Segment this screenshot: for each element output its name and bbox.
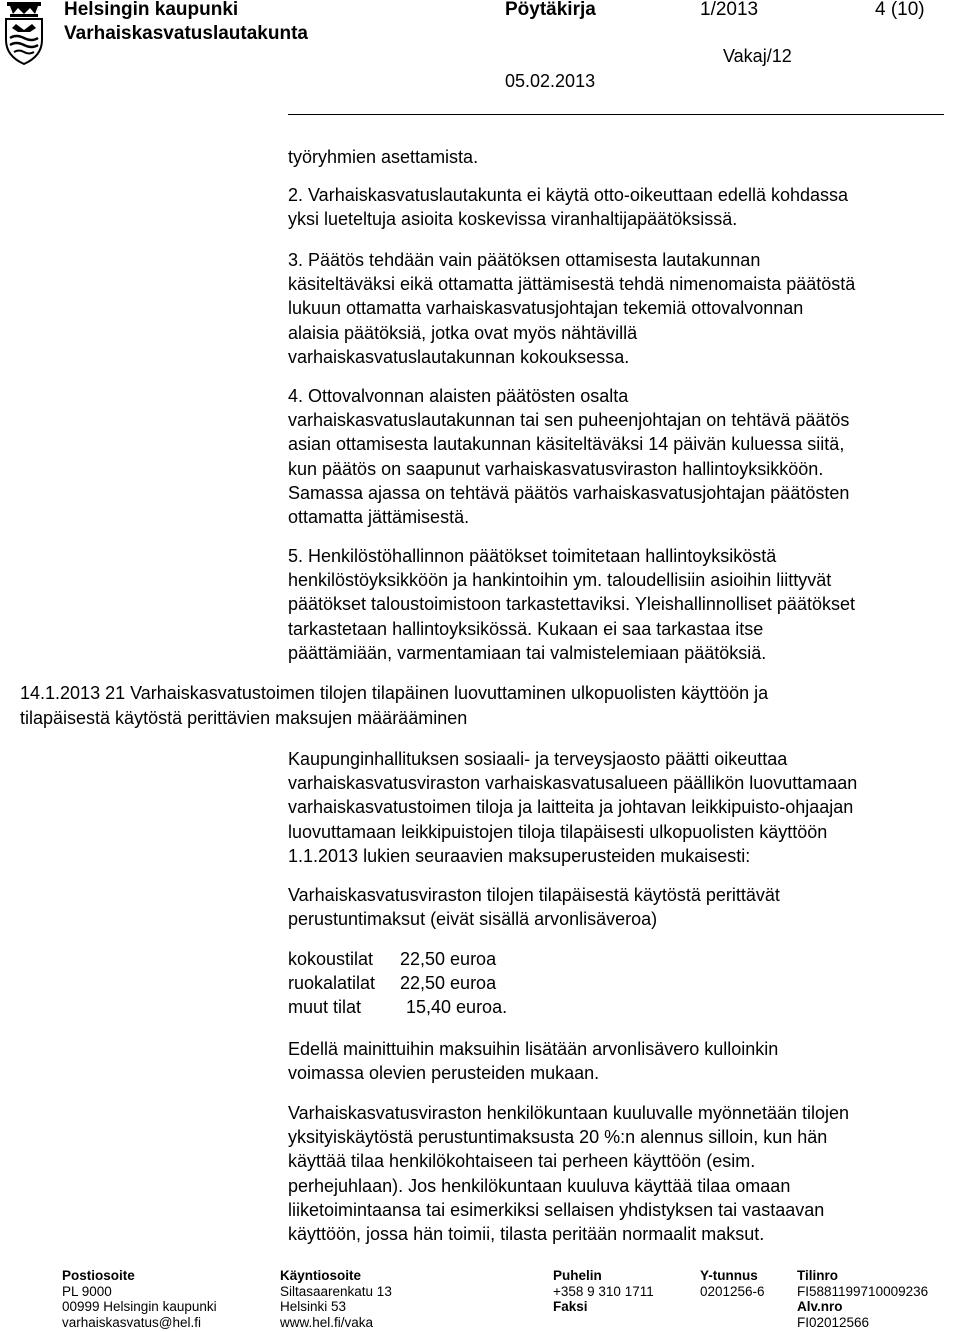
text-line: luovuttamaan leikkipuistojen tiloja tilapäisesti ulkopuolisten käyttöön bbox=[288, 821, 828, 842]
footer-phone bbox=[553, 1268, 654, 1315]
footer-business-id bbox=[700, 1268, 765, 1299]
header-section-code: Vakaj/12 bbox=[723, 46, 792, 66]
text-line: käyttää tilaa henkilökohtaiseen tai perheen käyttöön (esim. bbox=[288, 1151, 756, 1172]
text-line: Kaupunginhallituksen sosiaali- ja terveysjaosto päätti oikeuttaa bbox=[288, 749, 788, 769]
text-line: varhaiskasvatusviraston varhaiskasvatusalueen päällikön luovuttamaan bbox=[288, 773, 858, 794]
text-line: yksi lueteltuja asioita koskevissa viranhaltijapäätöksissä. bbox=[288, 209, 738, 230]
footer-label: Tilinro bbox=[797, 1268, 839, 1283]
text-line: kun päätös on saapunut varhaiskasvatusviraston hallintoyksikköön. bbox=[288, 458, 824, 479]
text-line: varhaiskasvatuslautakunnan tai sen puheenjohtajan on tehtävä päätös bbox=[288, 410, 850, 431]
footer-text: Helsinki 53 bbox=[280, 1299, 347, 1314]
text-line: yksityiskäytöstä perustuntimaksusta 20 %:n alennus silloin, kun hän bbox=[288, 1127, 828, 1148]
footer-text: FI02012566 bbox=[797, 1314, 870, 1330]
text-line: Edellä mainittuihin maksuihin lisätään arvonlisävero kulloinkin bbox=[288, 1039, 779, 1059]
price-label: muut tilat bbox=[288, 997, 362, 1018]
paragraph-item-3 bbox=[288, 248, 948, 369]
paragraph-decision bbox=[288, 747, 948, 868]
price-value: 15,40 euroa. bbox=[406, 997, 508, 1018]
footer-text: 0201256-6 bbox=[700, 1283, 765, 1299]
footer-label: Alv.nro bbox=[797, 1299, 843, 1314]
text-line: päätökset taloustoimistoon tarkastettaviksi. Yleishallinnolliset päätökset bbox=[288, 594, 855, 615]
footer-email-link[interactable]: varhaiskasvatus@hel.fi bbox=[62, 1314, 202, 1330]
heading-line: tilapäisestä käytöstä perittävien maksujen määrääminen bbox=[20, 707, 468, 728]
header-date: 05.02.2013 bbox=[505, 71, 596, 91]
header-board: Varhaiskasvatuslautakunta bbox=[64, 23, 308, 44]
text-line: 3. Päätös tehdään vain päätöksen ottamisesta lautakunnan bbox=[288, 250, 761, 270]
text-line: voimassa olevien perusteiden mukaan. bbox=[288, 1063, 600, 1084]
price-label: ruokalatilat bbox=[288, 973, 376, 994]
header-divider bbox=[288, 114, 944, 115]
text-line: henkilöstöyksikköön ja hankintoihin ym. taloudellisiin asioihin liittyvät bbox=[288, 570, 832, 591]
text-line: käsiteltäväksi eikä ottamatta jättämisestä tehdä nimenomaista päätöstä bbox=[288, 274, 856, 295]
text-line: Varhaiskasvatusviraston henkilökuntaan kuuluvalle myönnetään tilojen bbox=[288, 1103, 850, 1123]
paragraph-staff-discount bbox=[288, 1101, 948, 1246]
price-row bbox=[288, 995, 948, 1019]
header-organization: Helsingin kaupunki bbox=[64, 0, 239, 20]
paragraph-item-5 bbox=[288, 544, 948, 665]
paragraph-item-4 bbox=[288, 384, 948, 529]
text-line: päättämiään, varmentamiaan tai valmistelemiaan päätöksiä. bbox=[288, 642, 767, 663]
footer-website-link[interactable]: www.hel.fi/vaka bbox=[280, 1314, 374, 1330]
price-list bbox=[288, 947, 948, 1020]
text-line: varhaiskasvatustoimen tiloja ja laitteita ja johtavan leikkipuisto-ohjaajan bbox=[288, 797, 854, 818]
helsinki-coat-of-arms-logo bbox=[2, 2, 46, 66]
footer-label: Käyntiosoite bbox=[280, 1268, 362, 1283]
paragraph-continuation bbox=[288, 145, 948, 169]
header-page-number: 4 (10) bbox=[875, 0, 925, 20]
footer-text: FI5881199710009236 bbox=[797, 1283, 929, 1299]
text-line: 4. Ottovalvonnan alaisten päätösten osalta bbox=[288, 386, 629, 406]
footer-account bbox=[797, 1268, 928, 1330]
paragraph-item-2 bbox=[288, 183, 948, 231]
text-line: lukuun ottamatta varhaiskasvatusjohtajan tekemiä ottovalvonnan bbox=[288, 298, 804, 319]
text-line: perustuntimaksut (eivät sisällä arvonlisäveroa) bbox=[288, 909, 658, 930]
text-line: työryhmien asettamista. bbox=[288, 147, 479, 167]
price-row bbox=[288, 971, 948, 995]
price-label: kokoustilat bbox=[288, 949, 374, 969]
footer-text: PL 9000 bbox=[62, 1283, 112, 1299]
text-line: ottamatta jättämisestä. bbox=[288, 507, 470, 528]
text-line: käyttöön, jossa hän toimii, tilasta peritään normaalit maksut. bbox=[288, 1224, 765, 1245]
paragraph-vat bbox=[288, 1037, 948, 1085]
heading-line: 14.1.2013 21 Varhaiskasvatustoimen tilojen tilapäinen luovuttaminen ulkopuolisten käyttöön ja bbox=[20, 683, 769, 703]
footer-label: Puhelin bbox=[553, 1268, 602, 1283]
footer-label: Faksi bbox=[553, 1299, 588, 1314]
footer-visiting-address bbox=[280, 1268, 392, 1330]
text-line: Samassa ajassa on tehtävä päätös varhaiskasvatusjohtajan päätösten bbox=[288, 482, 850, 503]
text-line: tarkastetaan hallintoyksikössä. Kukaan ei saa tarkastaa itse bbox=[288, 618, 764, 639]
price-row bbox=[288, 947, 948, 971]
footer-text: Siltasaarenkatu 13 bbox=[280, 1283, 392, 1299]
paragraph-fees-intro bbox=[288, 883, 948, 931]
price-value: 22,50 euroa bbox=[400, 949, 497, 969]
footer-text: +358 9 310 1711 bbox=[553, 1283, 654, 1299]
text-line: alaisia päätöksiä, jotka ovat myös nähtävillä bbox=[288, 322, 638, 343]
section-heading bbox=[20, 681, 950, 730]
footer-postal-address bbox=[62, 1268, 217, 1330]
text-line: 1.1.2013 lukien seuraavien maksuperusteiden mukaisesti: bbox=[288, 845, 751, 866]
footer-label: Y-tunnus bbox=[700, 1268, 758, 1283]
text-line: Varhaiskasvatusviraston tilojen tilapäisestä käytöstä perittävät bbox=[288, 885, 780, 905]
header-doc-type: Pöytäkirja bbox=[505, 0, 596, 20]
text-line: asian ottamisesta lautakunnan käsiteltäväksi 14 päivän kuluessa siitä, bbox=[288, 434, 845, 455]
footer-text: 00999 Helsingin kaupunki bbox=[62, 1299, 217, 1314]
price-value: 22,50 euroa bbox=[400, 973, 497, 994]
text-line: 2. Varhaiskasvatuslautakunta ei käytä otto-oikeuttaan edellä kohdassa bbox=[288, 185, 849, 205]
text-line: 5. Henkilöstöhallinnon päätökset toimitetaan hallintoyksiköstä bbox=[288, 546, 777, 566]
text-line: varhaiskasvatuslautakunnan kokouksessa. bbox=[288, 346, 630, 367]
footer-label: Postiosoite bbox=[62, 1268, 135, 1283]
text-line: perhejuhlaan). Jos henkilökuntaan kuuluva käyttää tilaa omaan bbox=[288, 1175, 791, 1196]
header-doc-number: 1/2013 bbox=[700, 0, 759, 20]
text-line: liiketoimintaansa tai esimerkiksi sellaisen yhdistyksen tai vastaavan bbox=[288, 1199, 825, 1220]
